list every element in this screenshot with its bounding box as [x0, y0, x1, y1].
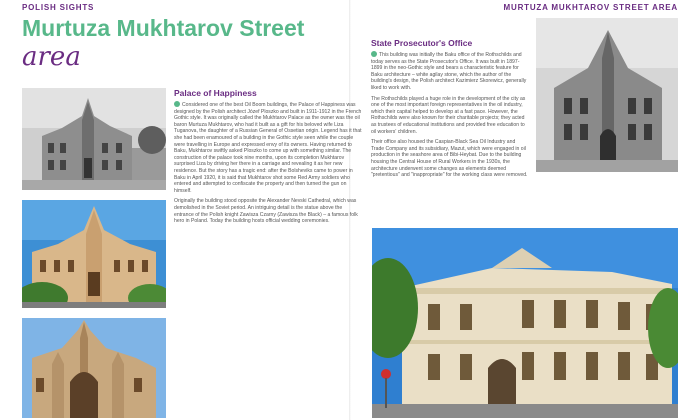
palace-heading: Palace of Happiness — [174, 88, 257, 98]
page-title: Murtuza Mukhtarov Street — [22, 15, 305, 41]
state-paragraph-1: This building was initially the Baku office of the Rothschilds and today serves as the State Prosecutor's Office. It was built in 1897-1899 in the neo-Gothic style and bears a characteristic feature for Baku architecture – white agilay stone, which the author of the building's design, the Polish architect Kazimierz Skorewicz, generally liked to work with. — [371, 52, 527, 91]
palace-paragraph-1: Considered one of the best Oil Boom buildings, the Palace of Happiness was designed by the Polish architect Józef Ploszko and built in 1911-1912 in the French Gothic style. It was originally called the Mukhtarov Palace as the owner was the oil baron Murtuza Mukhtarov, who had it built as a gift for his beloved wife Liza Tuganova, the daughter of a Russian General of Ossetian origin. Legend has it that she had been enamoured of a building in the Gothic style seen while the couple were travelling in Europe and expressed envy of its owners. Having returned to Baku, Mukhtarov swiftly asked Ploszko to come up with something similar. The construction of the palace took nine months, upon its completion Mukhtarov surprised Liza by driving her there in a carriage and revealing it as her new residence. But the story has a tragic end: after the Bolsheviks came to power in Baku in April 1920, it is said that Mukhtarov shot some Red Army soldiers who entered and attempted to confiscate the property and then turned the gun on himself. — [174, 102, 362, 194]
section-header-right: MURTUZA MUKHTAROV STREET AREA — [503, 3, 678, 12]
state-paragraph-2: The Rothschilds played a huge role in the development of the city as one of the most important foreign representatives in the oil industry, which their capital helped to develop at a fast pace. However, the Rothschilds were also known for their charitable projects; they acted as trustees of educational institutions and provided free education to oil workers' children. — [371, 95, 526, 135]
palace-paragraph-2: Originally the building stood opposite the Alexander Nevski Cathedral, which was demolished in the Soviet period. An intriguing detail is the statue above the entrance of the Polish knight Zawisza Czarny (Zawisza the Black) – a famous folk hero in Poland. Today the building hosts official wedding ceremonies. — [174, 198, 358, 225]
state-office-photo-color — [372, 228, 678, 418]
state-prosecutor-heading: State Prosecutor's Office — [371, 38, 473, 48]
section-bullet-icon — [371, 51, 377, 57]
palace-entrance-photo — [22, 318, 166, 418]
section-header-left: POLISH SIGHTS — [22, 3, 95, 12]
state-office-photo-bw — [536, 18, 678, 172]
page-subtitle: area — [22, 42, 81, 72]
state-prosecutor-text — [371, 51, 528, 183]
state-paragraph-3: Their office also housed the Caspian-Black Sea Oil Industry and Trade Company and its subsidiary, Mazut, which were engaged in oil production in the seashore area of Bibi-Heybat. Due to the building housing the Central House of Rural Workers in the 1930s, the architecture underwent some changes as elements deemed "pretentious" and "inappropriate" for the working class were removed. — [371, 139, 528, 179]
palace-text — [174, 101, 363, 229]
palace-photo-color — [22, 200, 166, 308]
palace-photo-bw — [22, 88, 166, 190]
section-bullet-icon — [174, 101, 180, 107]
